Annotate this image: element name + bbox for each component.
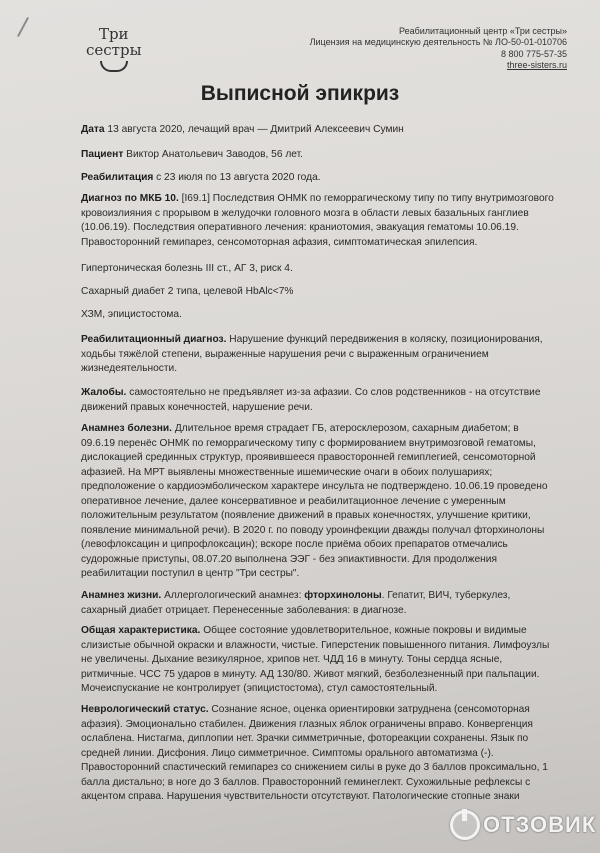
section-text: Правосторонний гемипарез, сенсомоторная афазия, симптоматическая эпилепсия. bbox=[81, 236, 478, 248]
section-text: Правосторонний спастический гемипарез со снижением силы в руке до 3 баллов проксимально, 1 bbox=[81, 762, 548, 773]
section-text: (10.06.19). Последствия оперативного лечения: краниотомия, эвакуация гематомы 10.06.19. bbox=[81, 222, 519, 233]
text-line bbox=[81, 718, 548, 733]
text-line bbox=[81, 538, 548, 553]
text-line bbox=[81, 171, 321, 186]
section-text: предположение о кардиоэмболическом характере инсульта не подтверждено. 10.06.19 проведено bbox=[81, 481, 548, 492]
section-text: реабилитации поступил в центр "Три сестры". bbox=[81, 568, 300, 579]
watermark-text: ОТЗОВИК bbox=[483, 812, 597, 837]
pen-mark bbox=[17, 17, 29, 37]
paragraph-rehab-diagnosis bbox=[81, 333, 543, 377]
section-text: Общее состояние удовлетворительное, кожные покровы и видимые bbox=[200, 625, 527, 636]
text-line bbox=[81, 386, 541, 401]
section-text: средней линии. Дисфония. Лицо симметричное. Симптомы орального автоматизма (-). bbox=[81, 747, 494, 759]
section-label: Пациент bbox=[81, 149, 124, 160]
logo-line-2: сестры bbox=[86, 41, 142, 59]
section-text: Сахарный диабет 2 типа, целевой HbAlc<7% bbox=[81, 286, 294, 297]
section-label: Анамнез жизни. bbox=[81, 590, 162, 601]
section-text: балла дистально; в ноге до 3 баллов. Правосторонний геминеглект. Сухожильные рефлексы с bbox=[81, 776, 531, 788]
section-text: слизистые обычной окраски и влажности, чистые. Гиперстеник повышенного питания. Лимфоузлы bbox=[81, 639, 550, 651]
paragraph-anamnesis-vitae bbox=[81, 589, 510, 618]
paragraph-date bbox=[81, 123, 404, 138]
section-text: положительным результатом (появление движений в правых конечностях, улучшение критики, bbox=[81, 510, 531, 521]
section-label: Дата bbox=[81, 124, 105, 135]
text-line bbox=[81, 451, 548, 466]
section-text: (левофлоксацин и ципрофлоксацин); вскоре после приёма обоих препаратов отмечались bbox=[81, 539, 508, 550]
section-label: Жалобы. bbox=[81, 387, 127, 398]
section-label: Реабилитация bbox=[81, 172, 154, 183]
org-info bbox=[310, 26, 567, 71]
section-label: Неврологический статус. bbox=[81, 704, 209, 715]
document-title: Выписной эпикриз bbox=[200, 82, 400, 105]
text-line bbox=[81, 567, 548, 582]
section-text: не увеличены. Дыхание везикулярное, хрипов нет. ЧДД 16 в минуту. Тоны сердца ясные, bbox=[81, 654, 503, 665]
text-line bbox=[81, 236, 554, 251]
org-license: Лицензия на медицинскую деятельность № ЛО-50-01-010706 bbox=[309, 37, 567, 48]
section-text: самостоятельно не предъявляет из-за афазии. Со слов родственников - на отсутствие bbox=[126, 387, 541, 398]
clinic-logo bbox=[86, 26, 142, 72]
text-line bbox=[81, 589, 510, 604]
org-site-link[interactable]: three-sisters.ru bbox=[506, 59, 567, 70]
text-line bbox=[81, 553, 548, 568]
section-text: 09.6.19 перенёс ОНМК по геморрагическому типу с формированием внутримозговой гематомы, bbox=[81, 437, 536, 449]
text-line bbox=[81, 262, 293, 277]
text-line bbox=[81, 668, 549, 683]
paragraph-ckd bbox=[81, 308, 182, 323]
text-line bbox=[81, 466, 548, 481]
text-line bbox=[81, 192, 554, 207]
text-line bbox=[81, 703, 548, 718]
section-text: сахарный диабет отрицает. Перенесенные заболевания: в диагнозе. bbox=[81, 604, 407, 616]
section-text: ХЗМ, эпицистостома. bbox=[81, 309, 182, 320]
section-label: Анамнез болезни. bbox=[81, 423, 173, 434]
text-line bbox=[81, 604, 510, 619]
section-text: ритмичные. ЧСС 75 ударов в минуту. АД 130/80. Живот мягкий, безболезненный при пальпации. bbox=[81, 668, 540, 680]
text-line bbox=[81, 401, 541, 416]
paragraph-diabetes bbox=[81, 285, 293, 300]
paragraph-hypertension bbox=[81, 262, 293, 277]
section-text: Мочеиспускание не контролирует (эпицистостома), стул самостоятельный. bbox=[81, 683, 438, 694]
text-line bbox=[81, 761, 548, 776]
text-line bbox=[81, 639, 549, 654]
text-line bbox=[81, 747, 548, 762]
text-line bbox=[81, 480, 548, 495]
section-text: судорожные приступы, 08.07.20 выполнена ЭЭГ - без эпиактивности. Для продолжения bbox=[81, 553, 497, 565]
section-label: Реабилитационный диагноз. bbox=[81, 334, 227, 345]
text-line bbox=[81, 495, 548, 510]
section-label: Диагноз по МКБ 10. bbox=[81, 193, 179, 204]
text-line bbox=[81, 524, 548, 539]
section-text: жизнедеятельности. bbox=[81, 363, 178, 374]
text-line bbox=[81, 207, 554, 222]
text-line bbox=[81, 437, 548, 452]
paragraph-anamnesis-morbi bbox=[81, 422, 548, 582]
section-text: ослаблена. Нистагма, диплопии нет. Зрачки симметричные, фотореакции сохранены. Язык по bbox=[81, 733, 529, 744]
text-line bbox=[81, 790, 548, 805]
text-line bbox=[81, 624, 549, 639]
section-text: Виктор Анатольевич Заводов, 56 лет. bbox=[123, 149, 303, 160]
section-text: Гипертоническая болезнь III ст., АГ 3, риск 4. bbox=[81, 263, 293, 274]
text-line bbox=[81, 509, 548, 524]
paragraph-rehab bbox=[81, 171, 321, 186]
logo-line-1: Три bbox=[98, 25, 129, 43]
text-line bbox=[81, 333, 543, 348]
paragraph-neuro-status bbox=[81, 703, 548, 805]
section-text: акцентом справа. Нарушения чувствительности отсутствуют. Патологические стопные знаки bbox=[81, 791, 520, 802]
org-phone: 8 800 775-57-35 bbox=[500, 48, 567, 59]
section-text: [I69.1] Последствия ОНМК по геморрагическому типу по типу внутримозгового bbox=[178, 193, 554, 204]
text-line bbox=[81, 348, 543, 363]
section-text: движений правых конечностей, нарушение речи. bbox=[81, 401, 313, 413]
text-line bbox=[81, 422, 548, 437]
text-line bbox=[81, 221, 554, 236]
otzovik-watermark bbox=[450, 810, 596, 840]
section-text: Нарушение функций передвижения в коляску, позиционирования, bbox=[226, 334, 543, 345]
section-text: Аллергологический анамнез: bbox=[161, 590, 305, 601]
text-line bbox=[81, 308, 182, 323]
power-icon bbox=[450, 810, 480, 840]
text-line bbox=[81, 123, 404, 138]
org-name: Реабилитационный центр «Три сестры» bbox=[398, 26, 567, 36]
text-line bbox=[81, 682, 549, 697]
section-text: появление минимальной речи). В 2020 г. по поводу уроинфекции дважды получал фторхинолоны bbox=[81, 524, 545, 536]
text-line bbox=[81, 285, 293, 300]
allergen: фторхинолоны bbox=[304, 590, 382, 601]
section-text: афазия). Эмоционально стабилен. Движения глазных яблок ограничены вправо. Конвергенция bbox=[81, 718, 533, 730]
section-text: афазией. На МРТ выявлены множественные ишемические очаги в обоих полушариях; bbox=[81, 466, 493, 478]
section-text: Сознание ясное, оценка ориентировки затруднена (сенсомоторная bbox=[208, 704, 530, 715]
section-text: кровоизлияния с прорывом в желудочки головного мозга в области левых базальных ганглиев bbox=[81, 207, 529, 219]
text-line bbox=[81, 362, 543, 377]
section-text: . Гепатит, ВИЧ, туберкулез, bbox=[381, 590, 511, 601]
section-text: ходьбы тяжёлой степени, выраженные нарушения речи с выраженным ограничением bbox=[81, 348, 489, 360]
section-text: оперативное лечение, далее консервативное и реабилитационное лечение с умеренным bbox=[81, 495, 506, 507]
text-line bbox=[81, 732, 548, 747]
section-text: 13 августа 2020, лечащий врач — Дмитрий Алексеевич Сумин bbox=[104, 124, 404, 135]
text-line bbox=[81, 148, 303, 163]
paragraph-diagnosis bbox=[81, 192, 554, 250]
section-text: Длительное время страдает ГБ, атеросклерозом, сахарным диабетом; в bbox=[172, 423, 519, 434]
section-text: дислокацией срединных структур, проявившееся правосторонней гемиплегией, сенсомоторной bbox=[81, 452, 536, 463]
paragraph-general-status bbox=[81, 624, 549, 697]
paragraph-patient bbox=[81, 148, 303, 163]
section-text: с 23 июля по 13 августа 2020 года. bbox=[153, 172, 321, 183]
text-line bbox=[81, 653, 549, 668]
paragraph-complaints bbox=[81, 386, 541, 415]
smile-icon bbox=[100, 61, 128, 72]
section-label: Общая характеристика. bbox=[81, 625, 201, 636]
text-line bbox=[81, 776, 548, 791]
